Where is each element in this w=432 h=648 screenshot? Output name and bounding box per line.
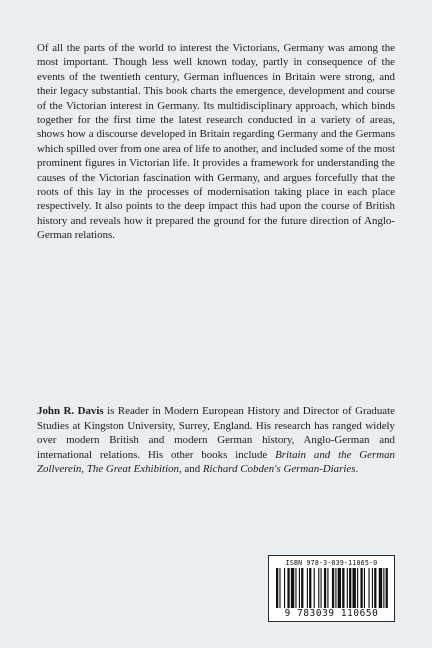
back-cover-blurb: Of all the parts of the world to interest the Victorians, Germany was among the most important. Though less well known today, partly in consequence of the events of the twentieth century, German influences in Britain were strong, and their legacy substantial. This book charts the emergence, development and course of the Victorian interest in Germany. Its multidisciplinary approach, which binds together for the first time the latest research conducted in a variety of areas, shows how a discourse developed in Britain regarding Germany and the Germans which spilled over from one area of life to another, and included some of the most prominent figures in Victorian life. It provides a framework for understanding the causes of the Victorian fascination with Germany, and argues forcefully that the roots of this lay in the processes of modernisation taking place in each place respectively. It also points to the deep impact this had upon the course of British history and reveals how it prepared the ground for the future direction of Anglo-German relations. — [37, 42, 395, 242]
author-bio-text: is Reader in Modern European History and Director of Graduate Studies at Kingston University, Surrey, England. His research has ranged widely over modern British and modern German history, Anglo-German and international relations. His other books include — [37, 405, 395, 461]
book-title: The Great Exhibition — [86, 463, 179, 476]
sentence-end: . — [355, 463, 359, 476]
book-title: Richard Cobden's German-Diaries — [202, 463, 356, 476]
author-bio — [37, 404, 395, 477]
isbn-barcode — [268, 555, 395, 622]
barcode-digits: 9 783039 110650 — [284, 608, 379, 619]
separator: , — [81, 463, 87, 476]
author-name: John R. Davis — [37, 405, 104, 417]
separator: , and — [178, 463, 203, 476]
book-title: Britain and the German Zollverein — [37, 448, 395, 476]
barcode-bars-icon — [276, 568, 389, 608]
isbn-label: ISBN 978-3-039-11065-0 — [285, 559, 378, 567]
